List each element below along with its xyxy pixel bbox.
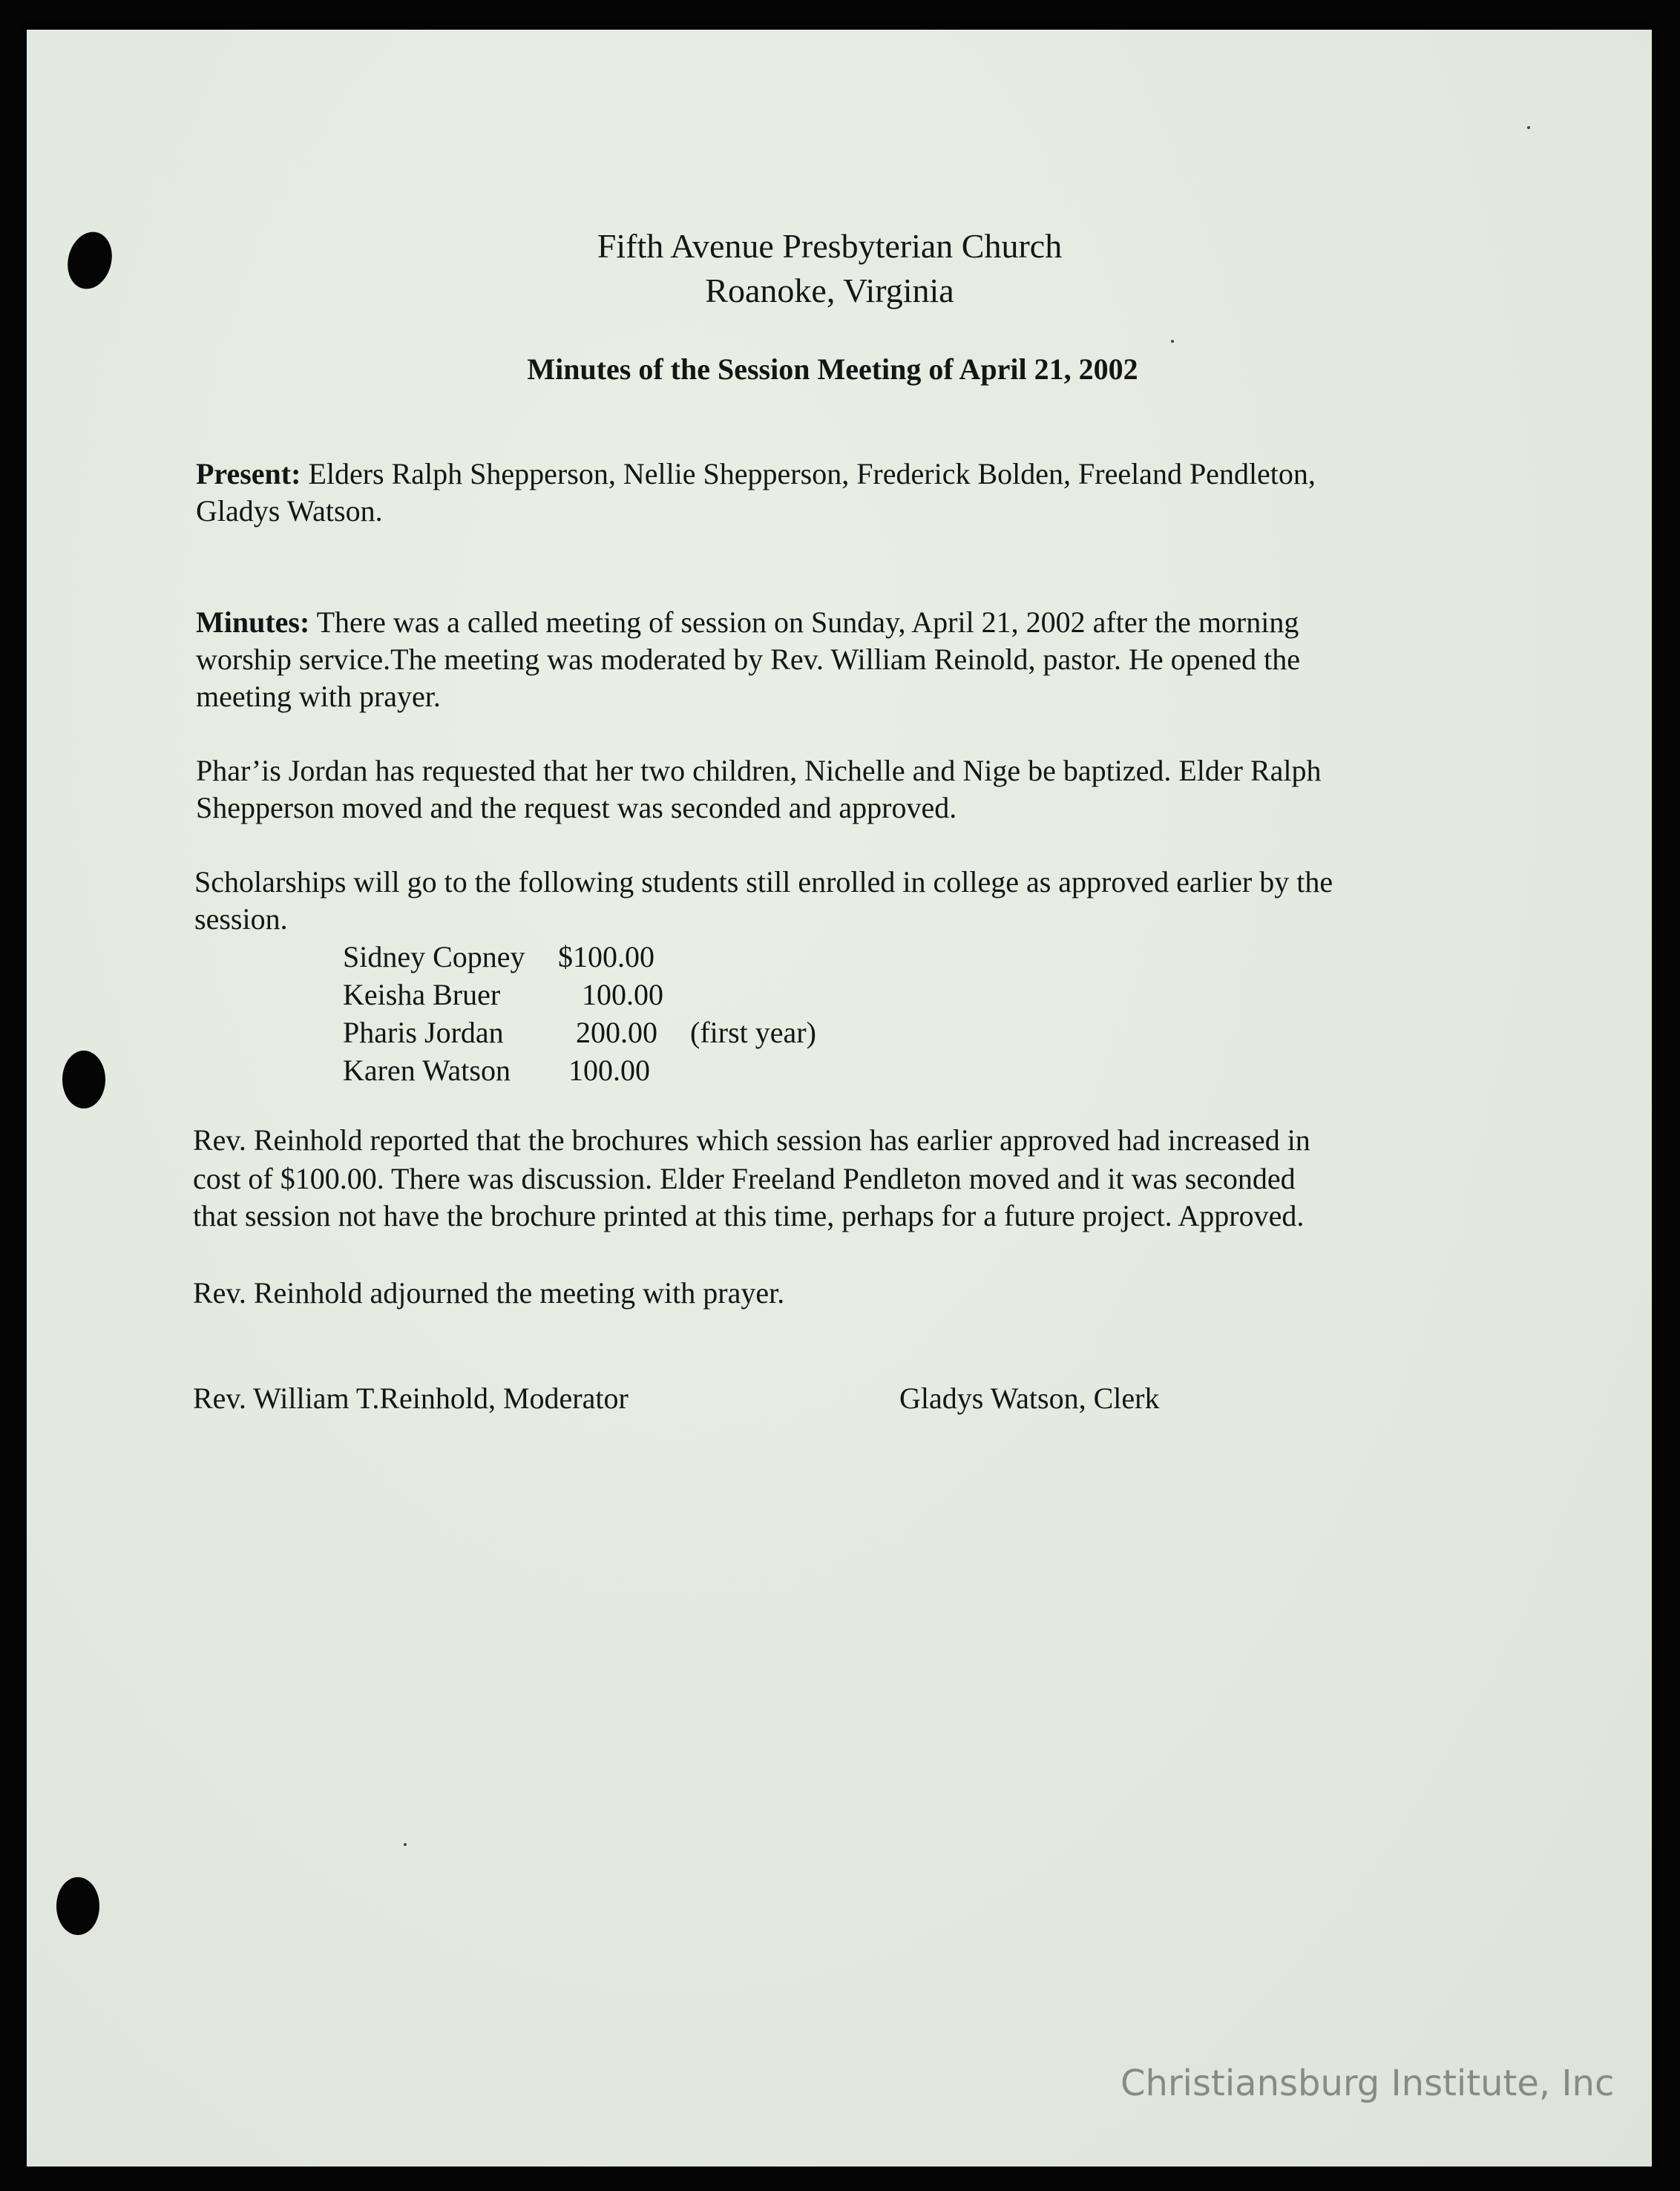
- brochure-line1: Rev. Reinhold reported that the brochures which session has earlier approved had increased in: [193, 1123, 1310, 1157]
- scholarships-line2: session.: [194, 902, 288, 936]
- moderator-signature: Rev. William T.Reinhold, Moderator: [193, 1382, 629, 1415]
- recipient-name: Sidney Copney: [343, 940, 525, 973]
- recipient-note: [677, 976, 816, 1014]
- table-row: [343, 1051, 816, 1089]
- brochure-line3: that session not have the brochure printed at this time, perhaps for a future project. Approved.: [193, 1199, 1305, 1232]
- baptism-line2: Shepperson moved and the request was seconded and approved.: [196, 791, 957, 824]
- brochure-line2: cost of $100.00. There was discussion. Elder Freeland Pendleton moved and it was seconded: [193, 1162, 1296, 1195]
- present-text-line2: Gladys Watson.: [196, 494, 383, 528]
- table-row: [343, 938, 816, 976]
- table-row: [343, 1014, 816, 1051]
- recipient-note: [677, 1051, 816, 1089]
- scholarship-list: [343, 938, 816, 1089]
- archive-watermark: Christiansburg Institute, Inc: [1120, 2063, 1615, 2104]
- meeting-title: Minutes of the Session Meeting of April 21, 2002: [527, 352, 1138, 386]
- recipient-amount: $100.00: [558, 940, 654, 973]
- recipient-name: Keisha Bruer: [343, 978, 501, 1011]
- recipient-amount: 200.00: [576, 1016, 657, 1049]
- clerk-signature: Gladys Watson, Clerk: [899, 1382, 1160, 1415]
- minutes-line1: There was a called meeting of session on Sunday, April 21, 2002 after the morning: [316, 605, 1299, 639]
- minutes-line3: meeting with prayer.: [196, 680, 441, 713]
- church-location: Roanoke, Virginia: [705, 272, 954, 309]
- adjournment-text: Rev. Reinhold adjourned the meeting with prayer.: [193, 1276, 785, 1310]
- minutes-line2: worship service.The meeting was moderated by Rev. William Reinold, pastor. He opened the: [196, 643, 1301, 676]
- recipient-name: Karen Watson: [343, 1054, 511, 1087]
- recipient-note: (first year): [690, 1016, 816, 1049]
- table-row: [343, 976, 816, 1014]
- church-name: Fifth Avenue Presbyterian Church: [597, 227, 1063, 265]
- minutes-label: Minutes:: [196, 605, 310, 639]
- present-text: Elders Ralph Shepperson, Nellie Shepperson, Frederick Bolden, Freeland Pendleton,: [308, 457, 1316, 490]
- recipient-amount: 100.00: [582, 978, 663, 1011]
- recipient-amount: 100.00: [568, 1054, 650, 1087]
- recipient-note: [677, 938, 816, 976]
- baptism-line1: Phar’is Jordan has requested that her two children, Nichelle and Nige be baptized. Elder Ralph: [196, 754, 1322, 787]
- present-label: Present:: [196, 457, 301, 490]
- scholarships-line1: Scholarships will go to the following students still enrolled in college as approved earlier by the: [194, 865, 1333, 899]
- recipient-name: Pharis Jordan: [343, 1016, 504, 1049]
